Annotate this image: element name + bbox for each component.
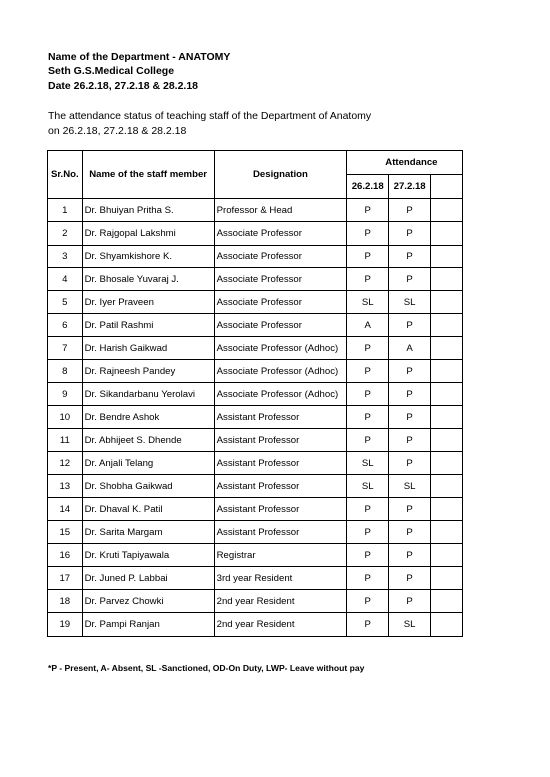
row-staff-name: Dr. Parvez Chowki [82,590,214,613]
row-designation: Associate Professor (Adhoc) [214,337,347,360]
row-attendance-day-1: P [347,360,389,383]
row-staff-name: Dr. Bhuiyan Pritha S. [82,199,214,222]
row-attendance-day-1: P [347,337,389,360]
row-srno: 1 [48,199,83,222]
row-designation: Registrar [214,544,347,567]
header-srno: Sr.No. [48,151,83,199]
row-attendance-day-3 [431,475,463,498]
row-attendance-day-2: P [389,268,431,291]
row-attendance-day-2: SL [389,613,431,637]
row-attendance-day-3 [431,590,463,613]
row-designation: Assistant Professor [214,406,347,429]
row-staff-name: Dr. Rajneesh Pandey [82,360,214,383]
row-attendance-day-1: P [347,544,389,567]
row-attendance-day-3 [431,452,463,475]
table-row [48,199,463,222]
table-row [48,360,463,383]
row-srno: 17 [48,567,83,590]
row-attendance-day-1: P [347,521,389,544]
row-designation: Associate Professor [214,314,347,337]
row-attendance-day-1: P [347,268,389,291]
row-srno: 10 [48,406,83,429]
row-designation: 2nd year Resident [214,590,347,613]
legend-footnote: *P - Present, A- Absent, SL -Sanctioned, OD-On Duty, LWP- Leave without pay [48,663,365,673]
row-staff-name: Dr. Abhijeet S. Dhende [82,429,214,452]
row-attendance-day-1: P [347,406,389,429]
row-designation: Associate Professor (Adhoc) [214,383,347,406]
row-attendance-day-2: P [389,590,431,613]
row-attendance-day-3 [431,246,463,268]
intro-line-2: on 26.2.18, 27.2.18 & 28.2.18 [48,125,187,137]
row-srno: 14 [48,498,83,521]
row-attendance-day-3 [431,291,463,314]
row-attendance-day-1: P [347,246,389,268]
row-attendance-day-3 [431,498,463,521]
row-attendance-day-3 [431,314,463,337]
table-row [48,291,463,314]
row-designation: Associate Professor [214,222,347,246]
row-staff-name: Dr. Shobha Gaikwad [82,475,214,498]
attendance-table [47,150,463,637]
row-attendance-day-1: SL [347,452,389,475]
header-attendance: Attendance [347,151,463,175]
row-designation: Associate Professor [214,246,347,268]
row-srno: 12 [48,452,83,475]
row-attendance-day-2: P [389,406,431,429]
table-row [48,337,463,360]
row-attendance-day-2: P [389,429,431,452]
row-attendance-day-1: P [347,498,389,521]
row-attendance-day-3 [431,383,463,406]
row-attendance-day-1: P [347,199,389,222]
row-attendance-day-2: P [389,246,431,268]
row-designation: Professor & Head [214,199,347,222]
row-designation: 3rd year Resident [214,567,347,590]
row-attendance-day-2: P [389,544,431,567]
table-row [48,429,463,452]
row-srno: 13 [48,475,83,498]
row-attendance-day-3 [431,406,463,429]
row-srno: 9 [48,383,83,406]
table-row [48,246,463,268]
row-staff-name: Dr. Sikandarbanu Yerolavi [82,383,214,406]
header-date-3 [431,175,463,199]
row-attendance-day-3 [431,521,463,544]
row-attendance-day-2: P [389,199,431,222]
table-row [48,314,463,337]
row-srno: 5 [48,291,83,314]
row-designation: Assistant Professor [214,429,347,452]
row-attendance-day-3 [431,222,463,246]
row-staff-name: Dr. Bendre Ashok [82,406,214,429]
row-staff-name: Dr. Juned P. Labbai [82,567,214,590]
table-row [48,406,463,429]
row-srno: 19 [48,613,83,637]
row-attendance-day-2: P [389,314,431,337]
row-srno: 6 [48,314,83,337]
row-attendance-day-2: SL [389,291,431,314]
row-attendance-day-1: SL [347,291,389,314]
row-srno: 18 [48,590,83,613]
table-row [48,475,463,498]
row-attendance-day-1: P [347,383,389,406]
row-srno: 7 [48,337,83,360]
row-designation: 2nd year Resident [214,613,347,637]
row-staff-name: Dr. Sarita Margam [82,521,214,544]
attendance-table-container [47,150,463,650]
row-srno: 2 [48,222,83,246]
row-attendance-day-1: P [347,613,389,637]
row-staff-name: Dr. Dhaval K. Patil [82,498,214,521]
row-attendance-day-1: P [347,590,389,613]
header-staff-name: Name of the staff member [82,151,214,199]
row-attendance-day-1: P [347,567,389,590]
row-designation: Associate Professor [214,291,347,314]
row-srno: 4 [48,268,83,291]
row-attendance-day-3 [431,429,463,452]
table-row [48,383,463,406]
row-srno: 11 [48,429,83,452]
header-date-1: 26.2.18 [347,175,389,199]
row-srno: 3 [48,246,83,268]
row-srno: 15 [48,521,83,544]
row-staff-name: Dr. Anjali Telang [82,452,214,475]
table-row [48,521,463,544]
row-attendance-day-2: P [389,360,431,383]
header-date-2: 27.2.18 [389,175,431,199]
table-row [48,590,463,613]
row-attendance-day-3 [431,360,463,383]
row-staff-name: Dr. Patil Rashmi [82,314,214,337]
row-staff-name: Dr. Bhosale Yuvaraj J. [82,268,214,291]
row-attendance-day-2: P [389,567,431,590]
row-attendance-day-1: SL [347,475,389,498]
row-attendance-day-3 [431,337,463,360]
row-attendance-day-3 [431,544,463,567]
row-attendance-day-2: SL [389,475,431,498]
table-row [48,498,463,521]
row-attendance-day-3 [431,567,463,590]
report-dates: Date 26.2.18, 27.2.18 & 28.2.18 [48,80,199,92]
header-designation: Designation [214,151,347,199]
row-staff-name: Dr. Iyer Praveen [82,291,214,314]
row-attendance-day-1: A [347,314,389,337]
row-designation: Assistant Professor [214,521,347,544]
table-row [48,544,463,567]
table-row [48,567,463,590]
row-attendance-day-2: A [389,337,431,360]
row-designation: Assistant Professor [214,498,347,521]
row-attendance-day-1: P [347,429,389,452]
row-srno: 8 [48,360,83,383]
row-staff-name: Dr. Shyamkishore K. [82,246,214,268]
row-attendance-day-1: P [347,222,389,246]
row-staff-name: Dr. Kruti Tapiyawala [82,544,214,567]
row-attendance-day-2: P [389,222,431,246]
row-attendance-day-2: P [389,521,431,544]
row-attendance-day-3 [431,613,463,637]
row-staff-name: Dr. Harish Gaikwad [82,337,214,360]
row-attendance-day-2: P [389,498,431,521]
row-attendance-day-3 [431,199,463,222]
intro-line-1: The attendance status of teaching staff of the Department of Anatomy [48,110,372,122]
row-designation: Associate Professor [214,268,347,291]
row-staff-name: Dr. Pampi Ranjan [82,613,214,637]
college-name: Seth G.S.Medical College [48,65,175,77]
table-row [48,268,463,291]
row-designation: Associate Professor (Adhoc) [214,360,347,383]
department-title: Name of the Department - ANATOMY [48,51,231,63]
row-designation: Assistant Professor [214,475,347,498]
table-row [48,222,463,246]
table-row [48,613,463,637]
row-staff-name: Dr. Rajgopal Lakshmi [82,222,214,246]
row-attendance-day-2: P [389,383,431,406]
row-attendance-day-3 [431,268,463,291]
table-row [48,452,463,475]
row-attendance-day-2: P [389,452,431,475]
row-designation: Assistant Professor [214,452,347,475]
row-srno: 16 [48,544,83,567]
